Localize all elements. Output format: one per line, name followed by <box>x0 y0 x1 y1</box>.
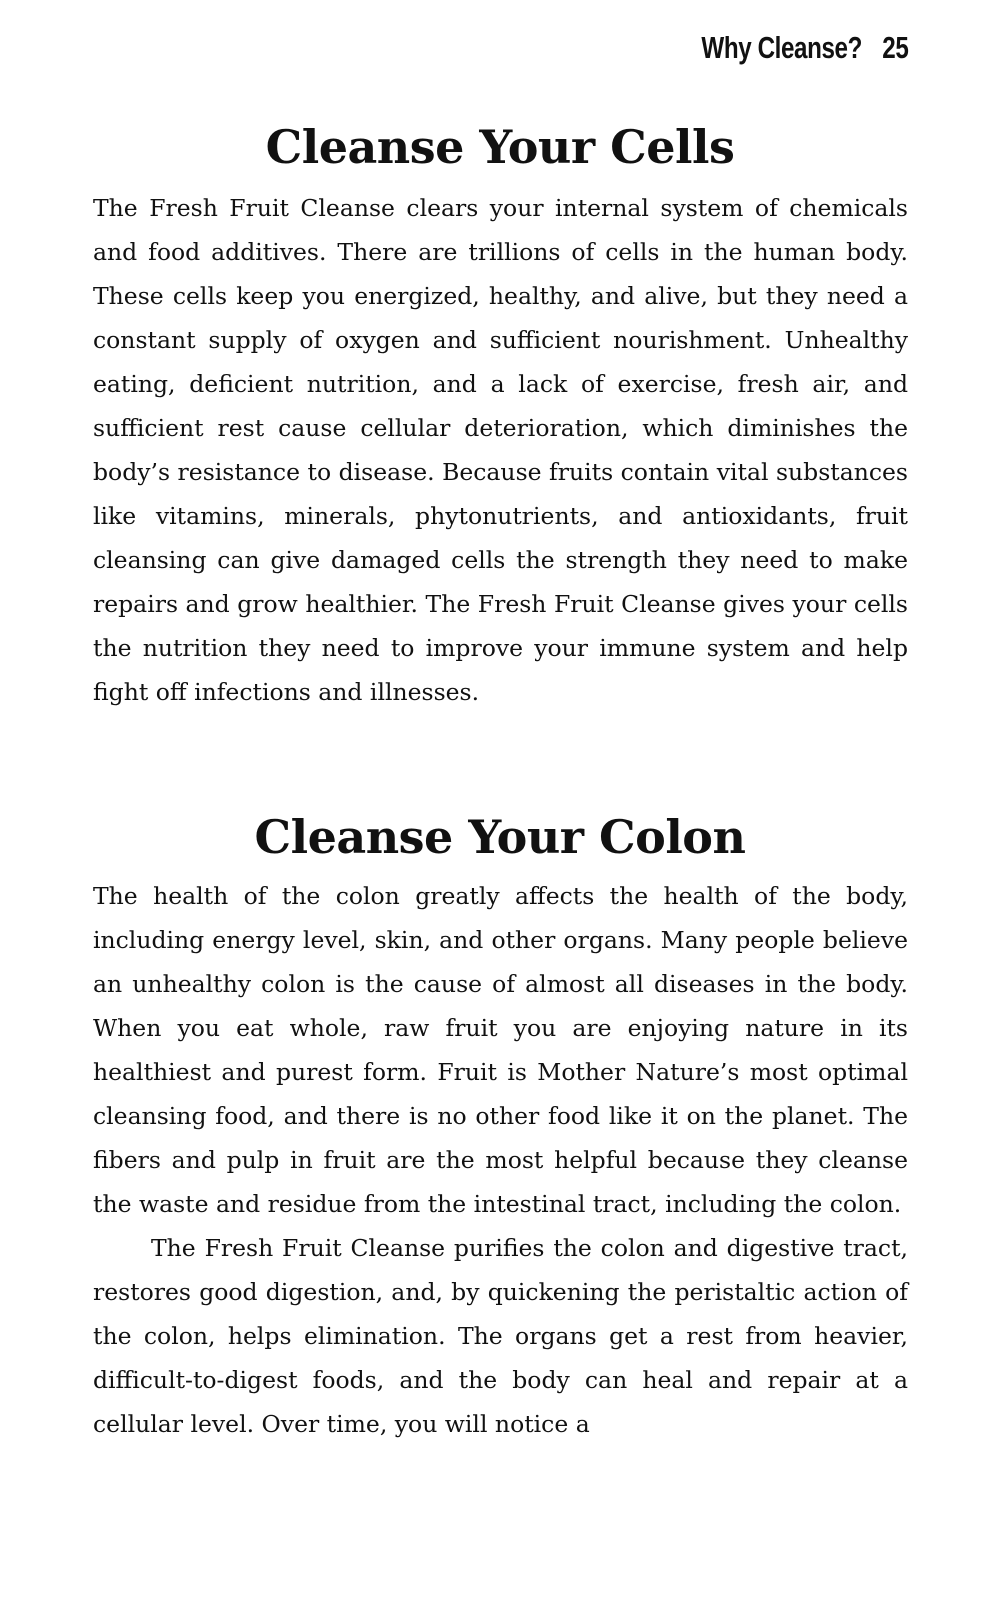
running-head <box>701 30 908 66</box>
paragraph: The Fresh Fruit Cleanse purifies the colon and digestive tract, restores good digestion, and, by quickening the peristaltic action of the colon, helps elimination. The organs get a rest from heavier, difficult-to-digest foods, and the body can heal and repair at a cellular level. Over time, you will notice a <box>93 1234 908 1438</box>
section-heading-cleanse-your-cells: Cleanse Your Cells <box>265 120 735 174</box>
page-number: 25 <box>881 30 908 65</box>
section-body-cleanse-your-colon <box>93 874 908 1446</box>
section-heading-cleanse-your-colon: Cleanse Your Colon <box>254 810 746 864</box>
section-body-cleanse-your-cells <box>93 186 908 714</box>
running-head-title: Why Cleanse? <box>701 30 862 65</box>
paragraph: The Fresh Fruit Cleanse clears your internal system of chemicals and food additives. There are trillions of cells in the human body. These cells keep you energized, healthy, and alive, but they need a constant supply of oxygen and sufficient nourishment. Unhealthy eating, deficient nutrition, and a lack of exercise, fresh air, and sufficient rest cause cellular deterioration, which diminishes the body’s resistance to disease. Because fruits contain vital substances like vitamins, minerals, phytonutrients, and antioxidants, fruit cleansing can give damaged cells the strength they need to make repairs and grow healthier. The Fresh Fruit Cleanse gives your cells the nutrition they need to improve your immune system and help fight off infections and illnesses. <box>93 194 908 706</box>
paragraph: The health of the colon greatly affects the health of the body, including energy level, skin, and other organs. Many people believe an unhealthy colon is the cause of almost all diseases in the body. When you eat whole, raw fruit you are enjoying nature in its healthiest and purest form. Fruit is Mother Nature’s most optimal cleansing food, and there is no other food like it on the planet. The fibers and pulp in fruit are the most helpful because they cleanse the waste and residue from the intestinal tract, including the colon. <box>93 882 908 1218</box>
